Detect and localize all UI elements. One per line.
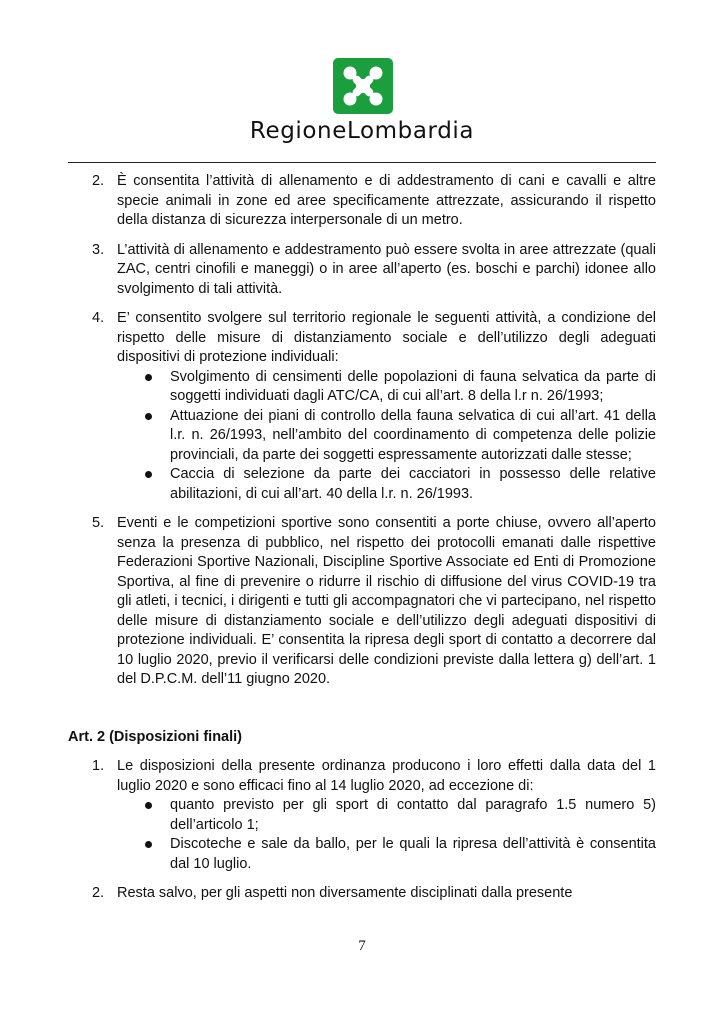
- bullet-icon: [145, 802, 152, 809]
- item-text: E’ consentito svolgere sul territorio regionale le seguenti attività, a condizione del rispetto delle misure di distanziamento sociale e dell’utilizzo degli adeguati dispositivi di protezione individuali:: [117, 310, 656, 365]
- bullet-list: [117, 368, 656, 505]
- item-text: È consentita l’attività di allenamento e di addestramento di cani e cavalli e altre specie animali in zone ed aree specificamente attrezzate, assicurando il rispetto della distanza di sicurezza interpersonale di un metro.: [117, 173, 656, 228]
- bullet-text: Discoteche e sale da ballo, per le quali la ripresa dell’attività è consentita dal 10 luglio.: [170, 836, 656, 872]
- bullet-icon: [145, 374, 152, 381]
- numbered-item: [68, 172, 656, 231]
- numbered-item: [68, 309, 656, 504]
- item-number: 2.: [92, 885, 105, 901]
- item-number: 4.: [92, 310, 105, 326]
- bullet-icon: [145, 841, 152, 848]
- item-number: 5.: [92, 515, 105, 531]
- bullet-text: quanto previsto per gli sport di contatto dal paragrafo 1.5 numero 5) dell’articolo 1;: [170, 797, 656, 833]
- item-text: Le disposizioni della presente ordinanza producono i loro effetti dalla data del 1 luglio 2020 e sono efficaci fino al 14 luglio 2020, ad eccezione di:: [117, 758, 656, 794]
- numbered-item: [68, 757, 656, 874]
- bullet-icon: [145, 413, 152, 420]
- bullet-list: [117, 796, 656, 874]
- section-title: Art. 2 (Disposizioni finali): [68, 728, 243, 745]
- item-text: Eventi e le competizioni sportive sono consentiti a porte chiuse, ovvero all’aperto senza la presenza di pubblico, nel rispetto dei protocolli emanati dalle rispettive Federazioni Sportive Nazionali, Discipline Sportive Associate ed Enti di Promozione Sportiva, al fine di prevenire o ridurre il rischio di diffusione del virus COVID-19 tra gli atleti, i tecnici, i dirigenti e tutti gli accompagnatori che vi partecipano, nel rispetto delle misure di distanziamento sociale e dell’utilizzo degli adeguati dispositivi di protezione individuali. E’ consentita la ripresa degli sport di contatto a decorrere dal 10 luglio 2020, previo il verificarsi delle condizioni previste dalla lettera g) dell’art. 1 del D.P.C.M. dell’11 giugno 2020.: [117, 515, 656, 687]
- item-text: L’attività di allenamento e addestramento può essere svolta in aree attrezzate (quali ZAC, centri cinofili e maneggi) o in aree all’aperto (es. boschi e parchi) idonee allo svolgimento di tali attività.: [117, 241, 656, 297]
- document-body: [68, 172, 656, 914]
- numbered-item: [68, 514, 656, 690]
- bullet-item: [117, 368, 656, 407]
- bullet-item: [117, 835, 656, 874]
- bullet-item: [117, 796, 656, 835]
- page-number: 7: [358, 938, 366, 954]
- bullet-text: Svolgimento di censimenti delle popolazioni di fauna selvatica da parte di soggetti individuati dagli ATC/CA, di cui all’art. 8 della l.r n. 26/1993;: [170, 368, 656, 404]
- bullet-text: Attuazione dei piani di controllo della fauna selvatica di cui all’art. 41 della l.r. n. 26/1993, nell’ambito del coordinamento di competenza delle polizie provinciali, da parte dei soggetti espressamente autorizzati dalle stesse;: [170, 407, 656, 463]
- item-number: 2.: [92, 173, 105, 189]
- header-divider: [68, 162, 656, 163]
- bullet-icon: [145, 471, 152, 478]
- numbered-item: [68, 241, 656, 300]
- page-header: [0, 0, 724, 150]
- article-items: [68, 172, 656, 690]
- item-number: 3.: [92, 241, 105, 258]
- bullet-text: Caccia di selezione da parte dei cacciatori in possesso delle relative abilitazioni, di cui all’art. 40 della l.r. n. 26/1993.: [170, 466, 656, 502]
- bullet-item: [117, 407, 656, 466]
- final-provisions-items: [68, 757, 656, 904]
- regione-lombardia-logo-icon: [333, 58, 393, 114]
- item-number: 1.: [92, 758, 105, 774]
- brand-name: RegioneLombardia: [249, 118, 475, 144]
- item-text: Resta salvo, per gli aspetti non diversamente disciplinati dalla presente: [117, 885, 573, 901]
- numbered-item: [68, 884, 656, 904]
- bullet-item: [117, 465, 656, 504]
